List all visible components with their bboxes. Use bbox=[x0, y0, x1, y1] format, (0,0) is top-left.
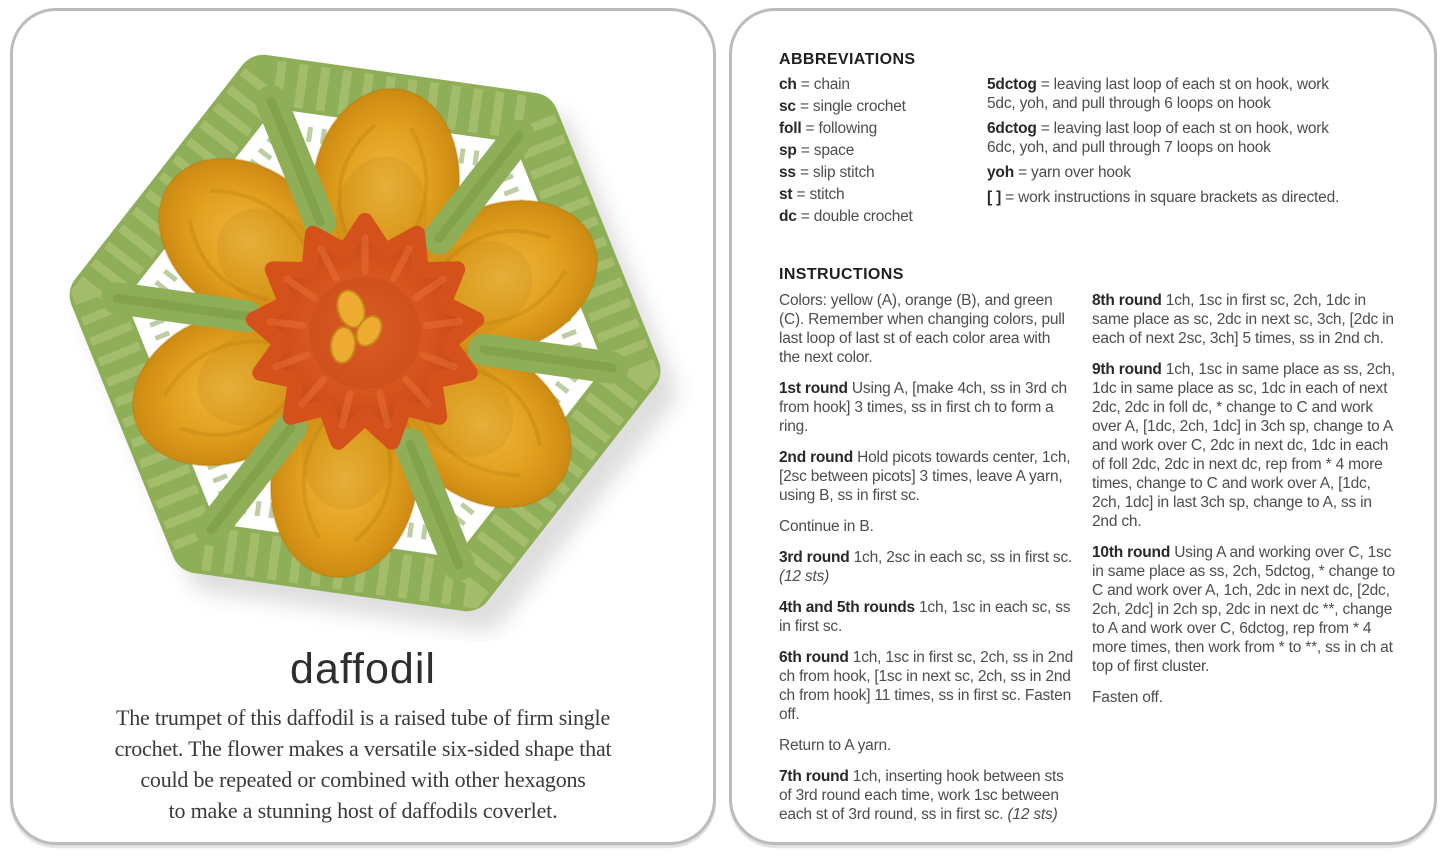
instructions-heading: INSTRUCTIONS bbox=[779, 266, 904, 283]
abbreviation-item: yoh = yarn over hook bbox=[987, 164, 1131, 181]
abbreviation-term: sp bbox=[779, 142, 797, 159]
instruction-paragraph: 8th round 1ch, 1sc in first sc, 2ch, 1dc in same place as sc, 2dc in next sc, 3ch, [2dc in each of next 2sc, 3ch] 5 times, ss in 2nd ch. bbox=[1092, 292, 1394, 347]
abbreviation-item: foll = following bbox=[779, 120, 878, 137]
description-line: to make a stunning host of daffodils coverlet. bbox=[168, 798, 558, 823]
stitch-count-note: (12 sts) bbox=[779, 568, 830, 585]
abbreviation-term: yoh bbox=[987, 164, 1014, 181]
left-page bbox=[10, 8, 716, 845]
pattern-description bbox=[13, 702, 713, 826]
abbreviation-term: 6dctog bbox=[987, 120, 1037, 137]
abbreviation-term: [ ] bbox=[987, 189, 1002, 206]
abbreviation-term: dc bbox=[779, 208, 797, 225]
abbreviation-term: 5dctog bbox=[987, 76, 1037, 93]
instruction-paragraph: 4th and 5th rounds 1ch, 1sc in each sc, ss in first sc. bbox=[779, 599, 1071, 635]
description-line: crochet. The flower makes a versatile six-sided shape that bbox=[114, 736, 612, 761]
abbreviation-item: 6dctog = leaving last loop of each st on hook, work 6dc, yoh, and pull through 7 loops on hook bbox=[987, 120, 1329, 156]
description-line: The trumpet of this daffodil is a raised tube of firm single bbox=[115, 705, 611, 730]
abbreviation-item: dc = double crochet bbox=[779, 208, 913, 225]
instructions-column-1 bbox=[779, 291, 1075, 836]
instruction-paragraph: 7th round 1ch, inserting hook between sts of 3rd round each time, work 1sc between each st of 3rd round, ss in first sc. (12 sts) bbox=[779, 768, 1064, 823]
right-page bbox=[729, 8, 1437, 845]
description-line: could be repeated or combined with other hexagons bbox=[140, 767, 586, 792]
abbreviation-item: ch = chain bbox=[779, 76, 850, 93]
abbreviation-item: 5dctog = leaving last loop of each st on hook, work 5dc, yoh, and pull through 6 loops on hook bbox=[987, 76, 1329, 112]
abbreviation-term: ss bbox=[779, 164, 796, 181]
abbreviation-term: st bbox=[779, 186, 793, 203]
round-label: 7th round bbox=[779, 768, 853, 785]
abbreviation-term: sc bbox=[779, 98, 796, 115]
instructions-column-2 bbox=[1092, 291, 1398, 719]
round-label: 8th round bbox=[1092, 292, 1166, 309]
instruction-paragraph: Colors: yellow (A), orange (B), and green (C). Remember when changing colors, pull last loop of last st of each color area with the next color. bbox=[779, 292, 1065, 366]
instruction-paragraph: 9th round 1ch, 1sc in same place as ss, 2ch, 1dc in same place as sc, 1dc in each of next 2dc, 2dc in foll dc, * change to C and work over A, [1dc, 2ch, 1dc] in 3ch sp, change to A and work over C, 2dc in next dc, 1dc in each of foll 2dc, 2dc in next dc, rep from * 4 more times, change to C and work over A, [1dc, 2ch, 1dc] in last 3ch sp, change to A, ss in 2nd ch. bbox=[1092, 361, 1396, 530]
round-label: 4th and 5th rounds bbox=[779, 599, 920, 616]
instruction-paragraph: 3rd round 1ch, 2sc in each sc, ss in first sc. (12 sts) bbox=[779, 549, 1073, 585]
abbreviation-term: ch bbox=[779, 76, 797, 93]
instruction-paragraph: 6th round 1ch, 1sc in first sc, 2ch, ss in 2nd ch from hook, [1sc in next sc, 2ch, ss in 2nd ch from hook] 11 times, ss in first sc. Fasten off. bbox=[779, 649, 1074, 723]
instruction-paragraph: Continue in B. bbox=[779, 518, 874, 535]
abbreviations-column-1 bbox=[779, 75, 981, 229]
stitch-count-note: (12 sts) bbox=[1007, 806, 1058, 823]
round-label: 9th round bbox=[1092, 361, 1166, 378]
daffodil-crochet-photo bbox=[33, 29, 693, 641]
abbreviations-heading: ABBREVIATIONS bbox=[779, 51, 916, 68]
pattern-title: daffodil bbox=[290, 645, 436, 693]
abbreviation-item: sc = single crochet bbox=[779, 98, 906, 115]
abbreviation-item: st = stitch bbox=[779, 186, 845, 203]
abbreviation-item: ss = slip stitch bbox=[779, 164, 875, 181]
abbreviation-item: [ ] = work instructions in square brackets as directed. bbox=[987, 189, 1340, 206]
abbreviation-item: sp = space bbox=[779, 142, 855, 159]
round-label: 1st round bbox=[779, 380, 852, 397]
round-label: 3rd round bbox=[779, 549, 854, 566]
instruction-paragraph: 2nd round Hold picots towards center, 1ch, [2sc between picots] 3 times, leave A yarn, using B, ss in first sc. bbox=[779, 449, 1071, 504]
round-label: 2nd round bbox=[779, 449, 858, 466]
instruction-paragraph: 1st round Using A, [make 4ch, ss in 3rd ch from hook] 3 times, ss in first ch to form a ring. bbox=[779, 380, 1067, 435]
round-label: 10th round bbox=[1092, 544, 1175, 561]
abbreviation-term: foll bbox=[779, 120, 802, 137]
instruction-paragraph: 10th round Using A and working over C, 1sc in same place as ss, 2ch, 5dctog, * change to C and work over A, 1ch, 2dc in next dc, [2dc, 2ch, 2dc] in 2ch sp, 2dc in next dc **, change to A and work over C, 6dctog, rep from * 4 more times, then work from * to **, ss in ch at top of first cluster. bbox=[1092, 544, 1395, 675]
instruction-paragraph: Return to A yarn. bbox=[779, 737, 892, 754]
abbreviations-column-2 bbox=[987, 75, 1349, 213]
round-label: 6th round bbox=[779, 649, 853, 666]
instruction-paragraph: Fasten off. bbox=[1092, 689, 1163, 706]
